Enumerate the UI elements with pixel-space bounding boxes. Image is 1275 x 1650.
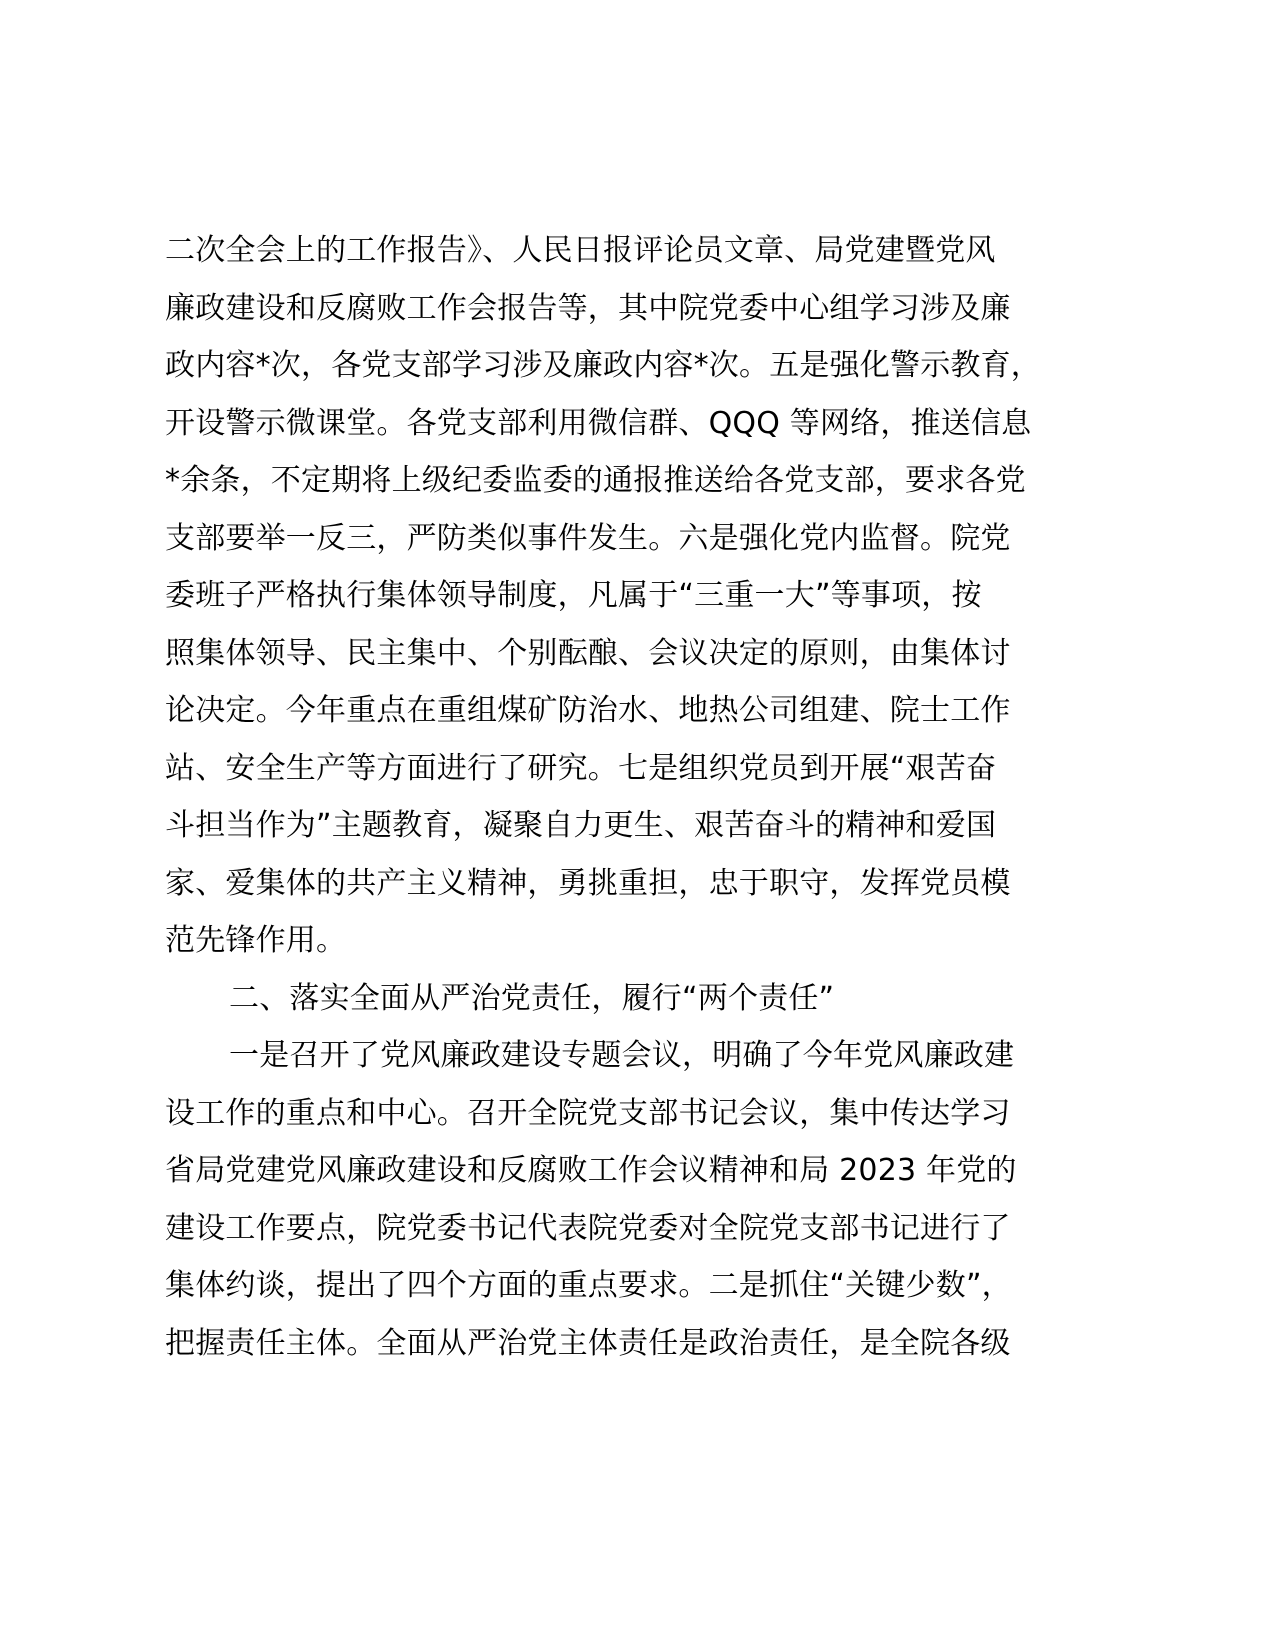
body-text-line: 建设工作要点，院党委书记代表院党委对全院党支部书记进行了	[165, 1210, 1011, 1246]
body-text-line: 论决定。今年重点在重组煤矿防治水、地热公司组建、院士工作	[165, 693, 1011, 728]
body-text-line: 政内容*次，各党支部学习涉及廉政内容*次。五是强化警示教育，	[165, 348, 1041, 383]
body-text-line: 支部要举一反三，严防类似事件发生。六是强化党内监督。院党	[165, 520, 1011, 556]
body-text-line: 集体约谈，提出了四个方面的重点要求。二是抓住“关键少数”，	[165, 1268, 1012, 1303]
section-heading: 二、落实全面从严治党责任，履行“两个责任”	[229, 980, 835, 1016]
body-text-line: 委班子严格执行集体领导制度，凡属于“三重一大”等事项，按	[165, 578, 982, 613]
body-text-line: 斗担当作为”主题教育，凝聚自力更生、艰苦奋斗的精神和爱国	[165, 808, 997, 843]
document-body	[165, 222, 1110, 1372]
body-text-line: 把握责任主体。全面从严治党主体责任是政治责任，是全院各级	[165, 1325, 1011, 1361]
body-text-line: 站、安全生产等方面进行了研究。七是组织党员到开展“艰苦奋	[165, 750, 997, 786]
body-text-line: 设工作的重点和中心。召开全院党支部书记会议，集中传达学习	[165, 1095, 1011, 1131]
body-text-line: *余条，不定期将上级纪委监委的通报推送给各党支部，要求各党	[165, 463, 1026, 498]
paragraph-first-line: 一是召开了党风廉政建设专题会议，明确了今年党风廉政建	[229, 1038, 1015, 1073]
body-text-line: 省局党建党风廉政建设和反腐败工作会议精神和局 2023 年党的	[165, 1153, 1017, 1188]
body-text-line: 范先锋作用。	[165, 923, 347, 958]
body-text-line: 照集体领导、民主集中、个别酝酿、会议决定的原则，由集体讨	[165, 635, 1011, 671]
body-text-line: 开设警示微课堂。各党支部利用微信群、QQQ 等网络，推送信息	[165, 405, 1032, 441]
body-text-line: 廉政建设和反腐败工作会报告等，其中院党委中心组学习涉及廉	[165, 290, 1011, 326]
body-text-line: 二次全会上的工作报告》、人民日报评论员文章、局党建暨党风	[165, 233, 996, 268]
body-text-line: 家、爱集体的共产主义精神，勇挑重担，忠于职守，发挥党员模	[165, 865, 1011, 901]
